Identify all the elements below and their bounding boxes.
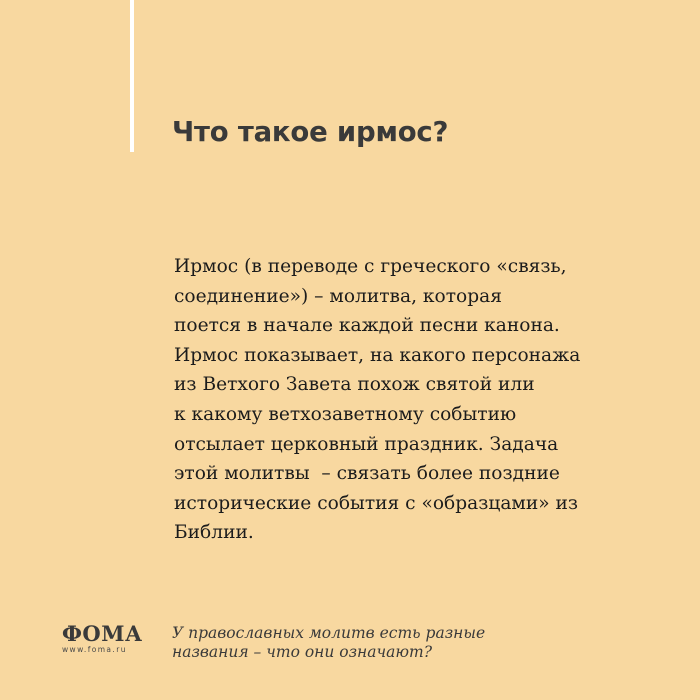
body-line: к какому ветхозаветному событию [174, 403, 517, 425]
card-title: Что такое ирмос? [172, 116, 449, 148]
footer-caption [172, 624, 485, 662]
body-line: Ирмос (в переводе с греческого «связь, [174, 256, 567, 277]
body-line: соединение») – молитва, которая [174, 285, 502, 307]
body-line: Ирмос показывает, на какого персонажа [174, 344, 581, 366]
caption-line: названия – что они означают? [172, 643, 433, 661]
body-line: отсылает церковный праздник. Задача [174, 433, 559, 455]
body-line: поется в начале каждой песни канона. [174, 315, 560, 337]
logo-text: ФОМА [62, 621, 143, 646]
body-line: исторические события с «образцами» из [174, 492, 579, 514]
decorative-vertical-line [130, 0, 134, 152]
caption-line: У православных молитв есть разные [172, 624, 486, 642]
foma-logo [62, 623, 144, 654]
logo-url: www.foma.ru [62, 645, 127, 654]
body-line: из Ветхого Завета похож святой или [174, 374, 535, 396]
body-line: Библии. [174, 522, 254, 544]
card-body [174, 252, 644, 548]
body-line: этой молитвы – связать более поздние [174, 463, 560, 485]
